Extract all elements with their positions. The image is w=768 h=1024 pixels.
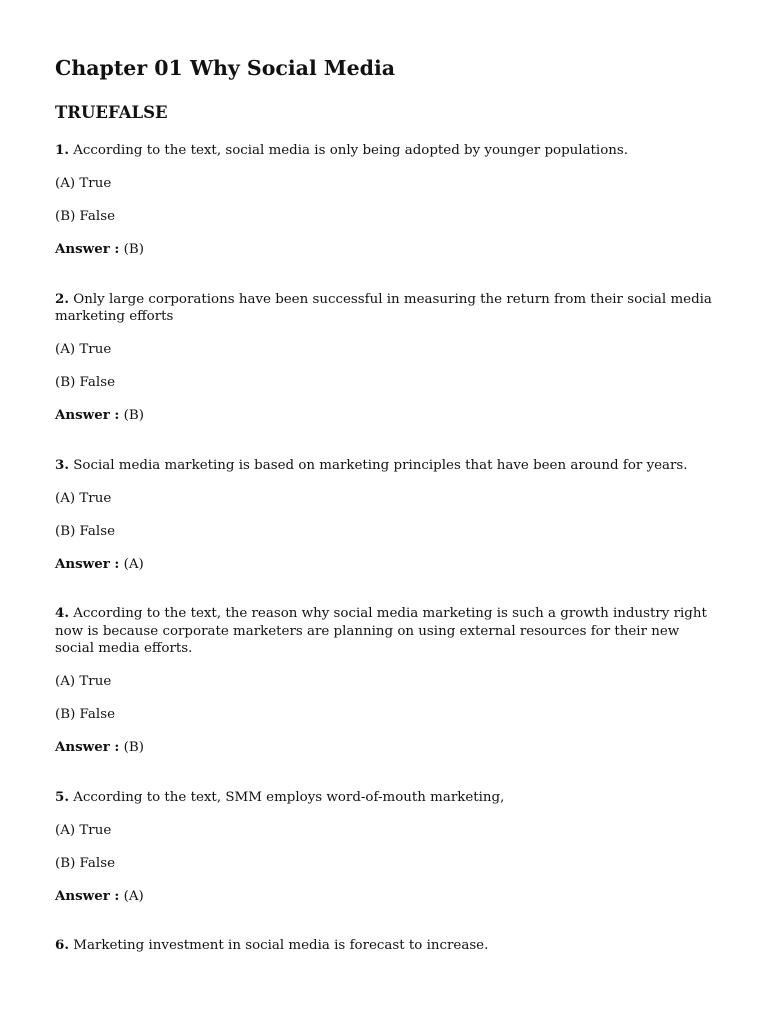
question-text (55, 457, 715, 475)
question-body: According to the text, SMM employs word-of-mouth marketing, (73, 789, 505, 805)
question-6 (55, 937, 715, 955)
answer-value: (B) (123, 242, 144, 257)
question-text (55, 291, 715, 326)
answer-line (55, 739, 715, 757)
question-5 (55, 789, 715, 906)
option-b: (B) False (55, 523, 115, 539)
question-number: 2. (55, 290, 69, 307)
question-list (55, 142, 715, 955)
question-2 (55, 291, 715, 425)
option-a: (A) True (55, 342, 112, 357)
question-body: Social media marketing is based on marketing principles that have been around for years. (73, 457, 688, 473)
chapter-title: Chapter 01 Why Social Media (55, 56, 396, 80)
question-body: Marketing investment in social media is forecast to increase. (73, 938, 489, 953)
question-body: According to the text, the reason why social media marketing is such a growth industry right now is because corporate marketers are planning on using external resources for their new social media efforts. (55, 606, 707, 656)
question-3 (55, 457, 715, 574)
question-number: 5. (55, 788, 69, 805)
answer-label: Answer : (55, 887, 120, 904)
question-number: 4. (55, 605, 69, 621)
answer-line (55, 888, 715, 906)
question-number: 6. (55, 937, 69, 953)
answer-label: Answer : (55, 241, 120, 257)
question-text (55, 789, 715, 807)
option-b: (B) False (55, 707, 115, 722)
option-a: (A) True (55, 490, 112, 506)
option-a: (A) True (55, 822, 112, 838)
answer-value: (A) (123, 556, 144, 572)
question-text (55, 605, 715, 658)
question-4 (55, 605, 715, 757)
option-b: (B) False (55, 375, 115, 390)
question-number: 3. (55, 456, 69, 473)
answer-label: Answer : (55, 407, 120, 423)
option-a: (A) True (55, 176, 112, 191)
document-page (55, 54, 715, 955)
section-title: TRUEFALSE (55, 103, 168, 122)
answer-label: Answer : (55, 555, 120, 572)
answer-label: Answer : (55, 739, 120, 755)
question-text (55, 937, 715, 955)
option-b: (B) False (55, 855, 115, 871)
question-1 (55, 142, 715, 259)
answer-line (55, 241, 715, 259)
answer-line (55, 556, 715, 574)
question-body: Only large corporations have been successful in measuring the return from their social media marketing efforts (55, 291, 712, 324)
question-number: 1. (55, 142, 69, 158)
question-text (55, 142, 715, 160)
answer-line (55, 407, 715, 425)
answer-value: (B) (123, 408, 144, 423)
question-body: According to the text, social media is only being adopted by younger populations. (73, 143, 629, 158)
answer-value: (B) (123, 740, 144, 755)
answer-value: (A) (123, 888, 144, 904)
option-b: (B) False (55, 209, 115, 224)
option-a: (A) True (55, 674, 112, 689)
